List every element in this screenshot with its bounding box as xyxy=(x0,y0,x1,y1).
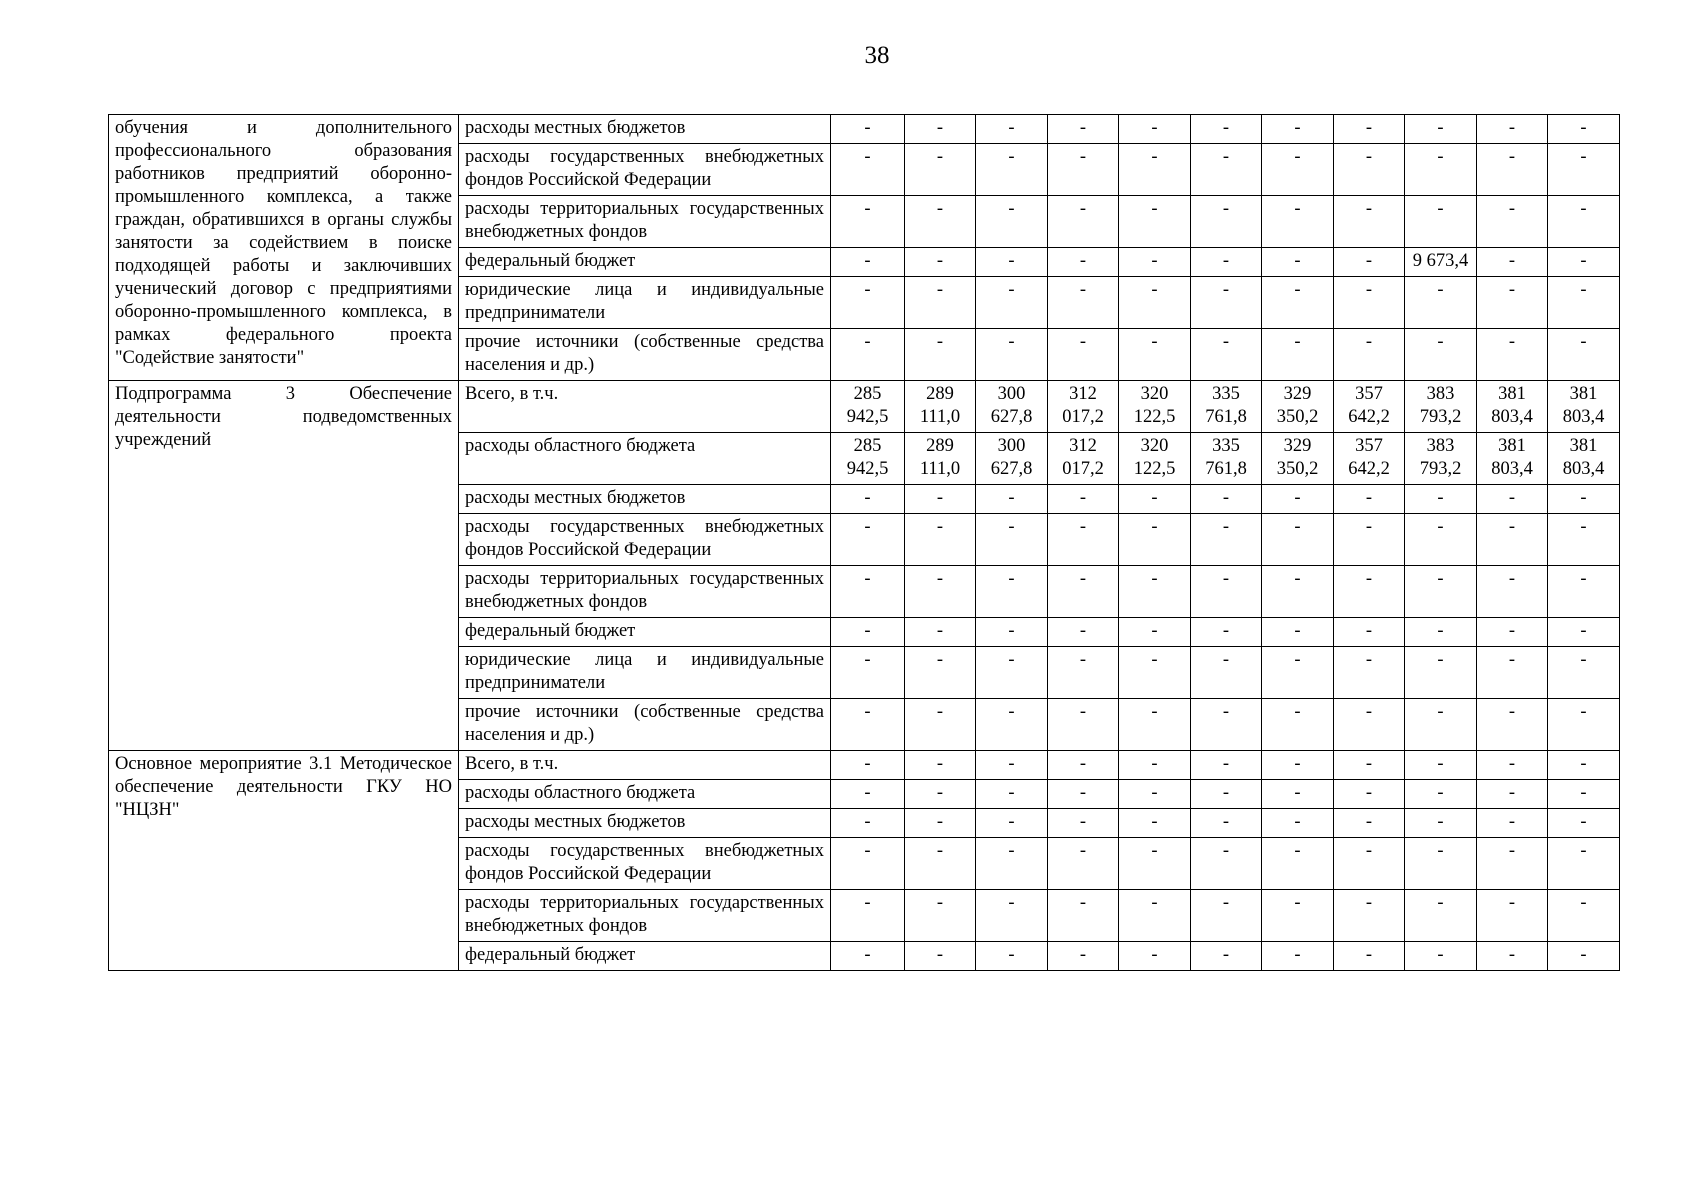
value-cell: - xyxy=(1405,838,1477,890)
value-cell: - xyxy=(1477,751,1548,780)
value-cell: - xyxy=(1119,277,1191,329)
value-cell: - xyxy=(1262,751,1334,780)
funding-source-cell: расходы территориальных государственных внебюджетных фондов xyxy=(459,196,831,248)
funding-source-cell: расходы государственных внебюджетных фондов Российской Федерации xyxy=(459,838,831,890)
value-cell: - xyxy=(976,115,1048,144)
value-cell: - xyxy=(976,890,1048,942)
value-cell: - xyxy=(976,647,1048,699)
value-cell: 383 793,2 xyxy=(1405,381,1477,433)
funding-source-cell: расходы областного бюджета xyxy=(459,433,831,485)
value-cell: - xyxy=(976,618,1048,647)
value-cell: - xyxy=(1548,699,1620,751)
value-cell: - xyxy=(1048,196,1119,248)
value-cell: - xyxy=(1048,942,1119,971)
value-cell: - xyxy=(1405,115,1477,144)
value-cell: - xyxy=(1548,890,1620,942)
value-cell: - xyxy=(1334,890,1405,942)
program-title-cell: Подпрограмма 3 Обеспечение деятельности подведомственных учреждений xyxy=(109,381,459,751)
table-row xyxy=(109,115,1620,144)
value-cell: 335 761,8 xyxy=(1191,433,1262,485)
value-cell: - xyxy=(831,751,905,780)
value-cell: 383 793,2 xyxy=(1405,433,1477,485)
value-cell: - xyxy=(905,115,976,144)
value-cell: - xyxy=(1405,329,1477,381)
value-cell: 300 627,8 xyxy=(976,381,1048,433)
value-cell: - xyxy=(1405,942,1477,971)
value-cell: - xyxy=(1262,196,1334,248)
value-cell: - xyxy=(1334,277,1405,329)
value-cell: - xyxy=(1334,248,1405,277)
value-cell: - xyxy=(1548,780,1620,809)
value-cell: 312 017,2 xyxy=(1048,433,1119,485)
budget-table xyxy=(108,114,1620,971)
value-cell: 381 803,4 xyxy=(1477,433,1548,485)
value-cell: - xyxy=(1334,329,1405,381)
value-cell: - xyxy=(1262,942,1334,971)
funding-source-cell: расходы государственных внебюджетных фондов Российской Федерации xyxy=(459,144,831,196)
funding-source-cell: расходы территориальных государственных внебюджетных фондов xyxy=(459,890,831,942)
value-cell: - xyxy=(1405,277,1477,329)
value-cell: - xyxy=(976,248,1048,277)
value-cell: - xyxy=(1191,838,1262,890)
value-cell: - xyxy=(1548,196,1620,248)
value-cell: - xyxy=(1334,838,1405,890)
value-cell: - xyxy=(976,196,1048,248)
value-cell: - xyxy=(1119,838,1191,890)
value-cell: - xyxy=(1334,780,1405,809)
value-cell: - xyxy=(1119,751,1191,780)
value-cell: - xyxy=(1119,196,1191,248)
table-row xyxy=(109,381,1620,433)
value-cell: - xyxy=(831,780,905,809)
value-cell: - xyxy=(1334,196,1405,248)
value-cell: - xyxy=(1191,277,1262,329)
value-cell: - xyxy=(1405,618,1477,647)
value-cell: - xyxy=(905,890,976,942)
value-cell: - xyxy=(1048,485,1119,514)
value-cell: - xyxy=(1334,618,1405,647)
value-cell: - xyxy=(905,514,976,566)
value-cell: - xyxy=(1405,809,1477,838)
value-cell: - xyxy=(1048,277,1119,329)
funding-source-cell: Всего, в т.ч. xyxy=(459,381,831,433)
value-cell: - xyxy=(1262,277,1334,329)
value-cell: - xyxy=(1334,485,1405,514)
value-cell: - xyxy=(1548,618,1620,647)
value-cell: - xyxy=(831,485,905,514)
value-cell: - xyxy=(1119,618,1191,647)
value-cell: 381 803,4 xyxy=(1548,381,1620,433)
value-cell: - xyxy=(1048,647,1119,699)
value-cell: - xyxy=(1191,115,1262,144)
value-cell: 335 761,8 xyxy=(1191,381,1262,433)
value-cell: - xyxy=(1477,780,1548,809)
value-cell: - xyxy=(1548,942,1620,971)
value-cell: - xyxy=(1405,647,1477,699)
value-cell: - xyxy=(1262,647,1334,699)
value-cell: - xyxy=(1191,751,1262,780)
value-cell: - xyxy=(1262,618,1334,647)
value-cell: - xyxy=(1477,115,1548,144)
value-cell: - xyxy=(1119,566,1191,618)
value-cell: - xyxy=(831,809,905,838)
value-cell: 312 017,2 xyxy=(1048,381,1119,433)
value-cell: - xyxy=(1334,144,1405,196)
value-cell: - xyxy=(1119,699,1191,751)
value-cell: - xyxy=(1048,780,1119,809)
funding-source-cell: расходы местных бюджетов xyxy=(459,485,831,514)
value-cell: - xyxy=(831,942,905,971)
value-cell: - xyxy=(1119,780,1191,809)
value-cell: - xyxy=(1191,780,1262,809)
value-cell: - xyxy=(1405,196,1477,248)
value-cell: - xyxy=(1477,144,1548,196)
value-cell: 285 942,5 xyxy=(831,381,905,433)
value-cell: 320 122,5 xyxy=(1119,381,1191,433)
value-cell: - xyxy=(1119,890,1191,942)
value-cell: - xyxy=(1262,248,1334,277)
value-cell: - xyxy=(1191,647,1262,699)
value-cell: - xyxy=(905,618,976,647)
value-cell: - xyxy=(1119,514,1191,566)
value-cell: - xyxy=(976,699,1048,751)
value-cell: - xyxy=(831,329,905,381)
value-cell: - xyxy=(1262,115,1334,144)
value-cell: - xyxy=(976,485,1048,514)
value-cell: - xyxy=(1548,647,1620,699)
value-cell: - xyxy=(1119,144,1191,196)
value-cell: - xyxy=(1048,248,1119,277)
value-cell: - xyxy=(905,838,976,890)
value-cell: 357 642,2 xyxy=(1334,381,1405,433)
value-cell: - xyxy=(1477,329,1548,381)
value-cell: - xyxy=(905,699,976,751)
value-cell: 285 942,5 xyxy=(831,433,905,485)
value-cell: - xyxy=(1191,890,1262,942)
value-cell: - xyxy=(976,809,1048,838)
value-cell: - xyxy=(1191,809,1262,838)
value-cell: 300 627,8 xyxy=(976,433,1048,485)
value-cell: 357 642,2 xyxy=(1334,433,1405,485)
value-cell: - xyxy=(905,942,976,971)
funding-source-cell: расходы государственных внебюджетных фондов Российской Федерации xyxy=(459,514,831,566)
value-cell: - xyxy=(1119,329,1191,381)
value-cell: - xyxy=(1262,809,1334,838)
value-cell: - xyxy=(1048,514,1119,566)
value-cell: - xyxy=(1334,942,1405,971)
value-cell: - xyxy=(905,647,976,699)
value-cell: - xyxy=(1334,751,1405,780)
funding-source-cell: расходы областного бюджета xyxy=(459,780,831,809)
value-cell: - xyxy=(1262,485,1334,514)
value-cell: - xyxy=(1119,942,1191,971)
program-title-cell: Основное мероприятие 3.1 Методическое обеспечение деятельности ГКУ НО "НЦЗН" xyxy=(109,751,459,971)
value-cell: - xyxy=(1048,329,1119,381)
page-number: 38 xyxy=(864,42,890,69)
value-cell: - xyxy=(976,514,1048,566)
value-cell: - xyxy=(1548,566,1620,618)
value-cell: - xyxy=(831,890,905,942)
value-cell: - xyxy=(1405,780,1477,809)
funding-source-cell: расходы местных бюджетов xyxy=(459,115,831,144)
value-cell: - xyxy=(1477,248,1548,277)
value-cell: - xyxy=(976,780,1048,809)
funding-source-cell: прочие источники (собственные средства населения и др.) xyxy=(459,329,831,381)
value-cell: - xyxy=(1548,277,1620,329)
value-cell: - xyxy=(1548,751,1620,780)
value-cell: - xyxy=(1405,144,1477,196)
value-cell: - xyxy=(1548,809,1620,838)
value-cell: - xyxy=(1405,566,1477,618)
value-cell: - xyxy=(831,838,905,890)
value-cell: 381 803,4 xyxy=(1548,433,1620,485)
value-cell: - xyxy=(976,277,1048,329)
value-cell: - xyxy=(1048,751,1119,780)
value-cell: - xyxy=(1477,566,1548,618)
value-cell: - xyxy=(905,780,976,809)
value-cell: - xyxy=(1262,144,1334,196)
value-cell: - xyxy=(831,566,905,618)
value-cell: - xyxy=(1048,890,1119,942)
funding-source-cell: федеральный бюджет xyxy=(459,942,831,971)
value-cell: - xyxy=(1477,838,1548,890)
value-cell: - xyxy=(1119,647,1191,699)
value-cell: 289 111,0 xyxy=(905,433,976,485)
value-cell: - xyxy=(1048,699,1119,751)
value-cell: - xyxy=(905,566,976,618)
value-cell: - xyxy=(1262,514,1334,566)
value-cell: - xyxy=(1191,514,1262,566)
value-cell: 381 803,4 xyxy=(1477,381,1548,433)
value-cell: - xyxy=(1048,566,1119,618)
funding-source-cell: юридические лица и индивидуальные предприниматели xyxy=(459,277,831,329)
value-cell: - xyxy=(831,248,905,277)
value-cell: - xyxy=(976,838,1048,890)
funding-source-cell: расходы территориальных государственных внебюджетных фондов xyxy=(459,566,831,618)
funding-source-cell: расходы местных бюджетов xyxy=(459,809,831,838)
value-cell: - xyxy=(905,329,976,381)
value-cell: - xyxy=(1048,618,1119,647)
funding-source-cell: федеральный бюджет xyxy=(459,618,831,647)
value-cell: - xyxy=(1477,277,1548,329)
value-cell: - xyxy=(1477,485,1548,514)
value-cell: - xyxy=(1548,248,1620,277)
value-cell: - xyxy=(1191,942,1262,971)
value-cell: - xyxy=(1191,618,1262,647)
value-cell: - xyxy=(1191,566,1262,618)
value-cell: - xyxy=(1262,890,1334,942)
funding-source-cell: юридические лица и индивидуальные предприниматели xyxy=(459,647,831,699)
value-cell: - xyxy=(1548,115,1620,144)
value-cell: - xyxy=(905,751,976,780)
value-cell: - xyxy=(1548,329,1620,381)
value-cell: - xyxy=(831,647,905,699)
value-cell: - xyxy=(976,144,1048,196)
value-cell: - xyxy=(1334,809,1405,838)
value-cell: - xyxy=(1477,514,1548,566)
value-cell: - xyxy=(1405,890,1477,942)
table-row xyxy=(109,751,1620,780)
value-cell: - xyxy=(1119,485,1191,514)
value-cell: - xyxy=(1334,647,1405,699)
value-cell: - xyxy=(1477,809,1548,838)
value-cell: - xyxy=(1191,329,1262,381)
value-cell: 329 350,2 xyxy=(1262,433,1334,485)
value-cell: - xyxy=(1477,618,1548,647)
value-cell: - xyxy=(831,115,905,144)
value-cell: - xyxy=(1191,699,1262,751)
value-cell: 289 111,0 xyxy=(905,381,976,433)
value-cell: - xyxy=(1405,514,1477,566)
value-cell: - xyxy=(976,566,1048,618)
value-cell: - xyxy=(831,618,905,647)
value-cell: - xyxy=(1262,699,1334,751)
value-cell: 9 673,4 xyxy=(1405,248,1477,277)
value-cell: - xyxy=(1048,144,1119,196)
value-cell: - xyxy=(1477,942,1548,971)
value-cell: - xyxy=(1119,809,1191,838)
value-cell: - xyxy=(976,942,1048,971)
value-cell: - xyxy=(1548,485,1620,514)
value-cell: - xyxy=(1334,566,1405,618)
funding-source-cell: Всего, в т.ч. xyxy=(459,751,831,780)
value-cell: 320 122,5 xyxy=(1119,433,1191,485)
value-cell: - xyxy=(1334,115,1405,144)
value-cell: - xyxy=(1334,699,1405,751)
value-cell: - xyxy=(976,329,1048,381)
value-cell: - xyxy=(1048,115,1119,144)
value-cell: - xyxy=(1262,566,1334,618)
value-cell: - xyxy=(831,196,905,248)
value-cell: - xyxy=(1477,890,1548,942)
value-cell: - xyxy=(1119,248,1191,277)
value-cell: - xyxy=(1548,514,1620,566)
value-cell: - xyxy=(1262,329,1334,381)
value-cell: - xyxy=(1262,780,1334,809)
value-cell: - xyxy=(905,196,976,248)
program-title-cell: обучения и дополнительного профессионального образования работников предприятий оборонно-промышленного комплекса, а также граждан, обратившихся в органы службы занятости за содействием в поиске подходящей работы и заключивших ученический договор с предприятиями оборонно-промышленного комплекса, в рамках федерального проекта "Содействие занятости" xyxy=(109,115,459,381)
value-cell: - xyxy=(1048,838,1119,890)
value-cell: - xyxy=(1477,699,1548,751)
value-cell: - xyxy=(1548,144,1620,196)
value-cell: - xyxy=(976,751,1048,780)
value-cell: - xyxy=(905,248,976,277)
value-cell: - xyxy=(831,514,905,566)
value-cell: - xyxy=(1477,196,1548,248)
value-cell: - xyxy=(1119,115,1191,144)
value-cell: - xyxy=(831,277,905,329)
value-cell: - xyxy=(1405,751,1477,780)
value-cell: - xyxy=(905,809,976,838)
value-cell: - xyxy=(905,277,976,329)
value-cell: - xyxy=(831,699,905,751)
value-cell: - xyxy=(1191,248,1262,277)
value-cell: - xyxy=(831,144,905,196)
value-cell: - xyxy=(905,144,976,196)
value-cell: - xyxy=(1477,647,1548,699)
value-cell: - xyxy=(1191,196,1262,248)
funding-source-cell: прочие источники (собственные средства населения и др.) xyxy=(459,699,831,751)
funding-source-cell: федеральный бюджет xyxy=(459,248,831,277)
value-cell: - xyxy=(1334,514,1405,566)
value-cell: - xyxy=(1548,838,1620,890)
value-cell: - xyxy=(1048,809,1119,838)
value-cell: 329 350,2 xyxy=(1262,381,1334,433)
value-cell: - xyxy=(1191,144,1262,196)
value-cell: - xyxy=(1405,699,1477,751)
value-cell: - xyxy=(905,485,976,514)
value-cell: - xyxy=(1262,838,1334,890)
value-cell: - xyxy=(1191,485,1262,514)
value-cell: - xyxy=(1405,485,1477,514)
